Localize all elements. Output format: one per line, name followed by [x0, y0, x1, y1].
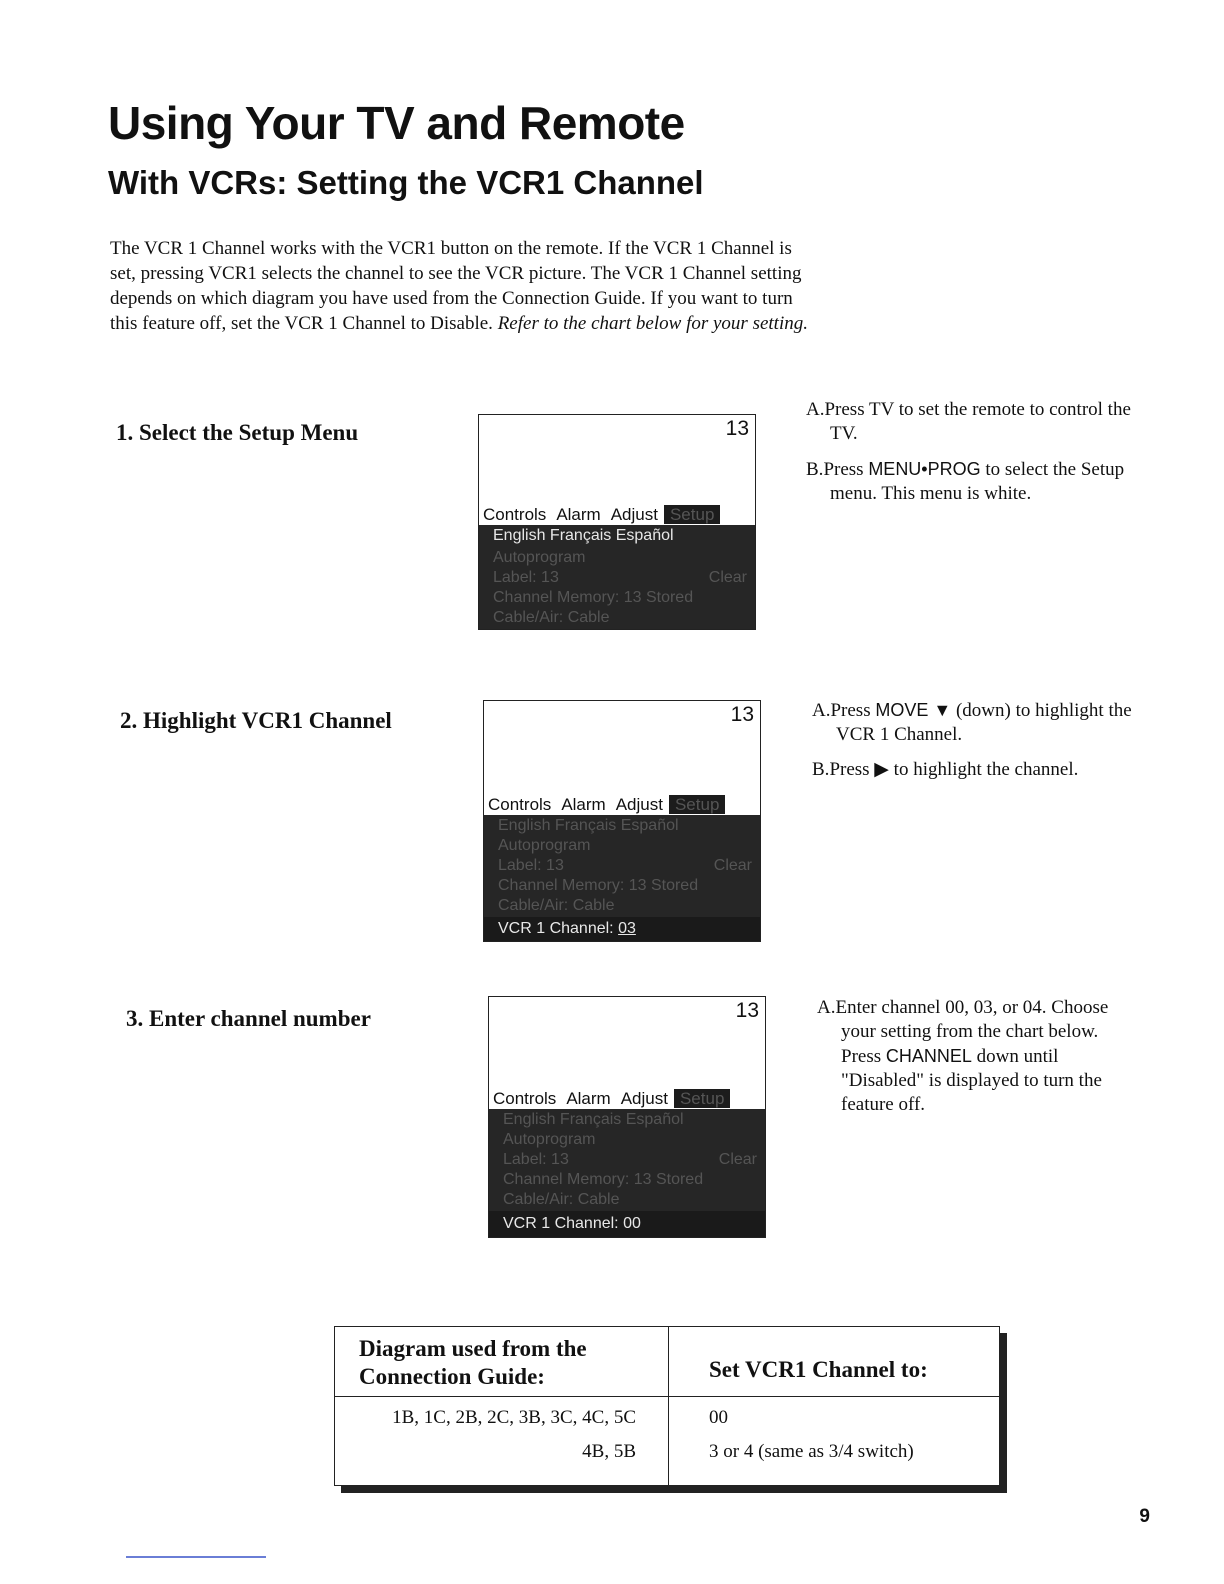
setup-menu-panel: [489, 1109, 765, 1237]
setup-menu-panel: [484, 815, 760, 941]
menu-adjust: Adjust: [610, 505, 658, 524]
menu-row-language: English Français Español: [503, 1111, 684, 1128]
vcr1-channel-value: 03: [618, 920, 636, 937]
menu-row-language: English Français Español: [498, 817, 679, 834]
vcr1-setting-chart: [334, 1326, 1000, 1486]
menu-row-channel-memory: Channel Memory: 13 Stored: [493, 589, 694, 606]
menu-row-channel-memory: Channel Memory: 13 Stored: [498, 877, 699, 894]
tv-screen-step-3: [488, 996, 766, 1238]
channel-number: 13: [725, 417, 749, 440]
step-3-heading: 3. Enter channel number: [126, 1006, 371, 1031]
menu-controls: Controls: [483, 505, 547, 524]
channel-number: 13: [730, 703, 754, 726]
menu-row-cable-air: Cable/Air: Cable: [498, 897, 615, 914]
intro-italic-note: Refer to the chart below for your setting.: [497, 313, 808, 334]
tv-screen-step-1: [478, 414, 756, 630]
page-number: 9: [1139, 1506, 1150, 1527]
menu-row-autoprogram: Autoprogram: [503, 1131, 596, 1148]
menu-row-cable-air: Cable/Air: Cable: [493, 609, 610, 626]
channel-number: 13: [735, 999, 759, 1022]
section-subtitle: With VCRs: Setting the VCR1 Channel: [108, 164, 704, 201]
intro-paragraph: [110, 236, 810, 336]
menu-row-autoprogram: Autoprogram: [498, 837, 591, 854]
menu-setup-selected: Setup: [664, 505, 720, 524]
instruction-2a: A.Press MOVE ▼ (down) to highlight the VCR 1 Channel.: [812, 700, 1132, 745]
menu-bar: [489, 1089, 765, 1109]
menu-row-autoprogram: Autoprogram: [493, 549, 586, 566]
menu-alarm: Alarm: [561, 795, 606, 814]
chart-cell-setting-2: 3 or 4 (same as 3/4 switch): [709, 1441, 914, 1462]
tv-screen-step-2: [483, 700, 761, 942]
menu-bar: [484, 795, 760, 815]
step-1-heading: 1. Select the Setup Menu: [116, 420, 359, 445]
menu-controls: Controls: [488, 795, 552, 814]
page-title: Using Your TV and Remote: [108, 97, 685, 149]
chart-cell-setting-1: 00: [709, 1407, 728, 1428]
menu-row-label: Label: 13 Clear: [493, 569, 747, 586]
menu-row-channel-memory: Channel Memory: 13 Stored: [503, 1171, 704, 1188]
step-2-heading: 2. Highlight VCR1 Channel: [120, 708, 392, 733]
menu-row-language: English Français Español: [493, 527, 674, 544]
chart-cell-diagram-1: 1B, 1C, 2B, 2C, 3B, 3C, 4C, 5C: [392, 1407, 636, 1428]
menu-row-label: Label: 13 Clear: [503, 1151, 757, 1168]
menu-row-label: Label: 13 Clear: [498, 857, 752, 874]
step-2-instructions: [812, 698, 1142, 793]
menu-alarm: Alarm: [566, 1089, 611, 1108]
chart-header-setting: Set VCR1 Channel to:: [669, 1327, 999, 1397]
instruction-1b: B.Press MENU•PROG to select the Setup menu. This menu is white.: [806, 459, 1125, 504]
menu-alarm: Alarm: [556, 505, 601, 524]
chart-col-diagram: [335, 1397, 669, 1485]
menu-controls: Controls: [493, 1089, 557, 1108]
menu-setup-selected: Setup: [669, 795, 725, 814]
intro-body: The VCR 1 Channel works with the VCR1 button on the remote. If the VCR 1 Channel is set, pressing VCR1 selects the channel to see the VCR picture. The VCR 1 Channel setting depends on which diagram you have used from the Connection Guide. If you want to turn this feature off, set the VCR 1 Channel to Disable.: [110, 238, 802, 334]
menu-row-cable-air: Cable/Air: Cable: [503, 1191, 620, 1208]
instruction-1a: A.Press TV to set the remote to control the TV.: [806, 399, 1131, 444]
menu-setup-selected: Setup: [674, 1089, 730, 1108]
menu-adjust: Adjust: [620, 1089, 668, 1108]
footer-rule: [126, 1556, 266, 1558]
menu-adjust: Adjust: [615, 795, 663, 814]
setup-menu-panel: [479, 525, 755, 629]
vcr1-channel-row: VCR 1 Channel: 00: [489, 1211, 765, 1237]
chart-cell-diagram-2: 4B, 5B: [582, 1441, 636, 1462]
instruction-3a: A.Enter channel 00, 03, or 04. Choose your setting from the chart below. Press CHANNEL down until "Disabled" is displayed to turn the feature off.: [817, 997, 1109, 1115]
vcr1-channel-row: VCR 1 Channel: 03: [484, 917, 760, 941]
vcr1-channel-value: 00: [623, 1215, 641, 1232]
step-3-instructions: [817, 996, 1137, 1128]
menu-bar: [479, 505, 755, 525]
step-1-instructions: [806, 398, 1136, 517]
chart-header-diagram: Diagram used from the Connection Guide:: [335, 1327, 669, 1397]
instruction-2b: B.Press ▶ to highlight the channel.: [812, 759, 1079, 780]
